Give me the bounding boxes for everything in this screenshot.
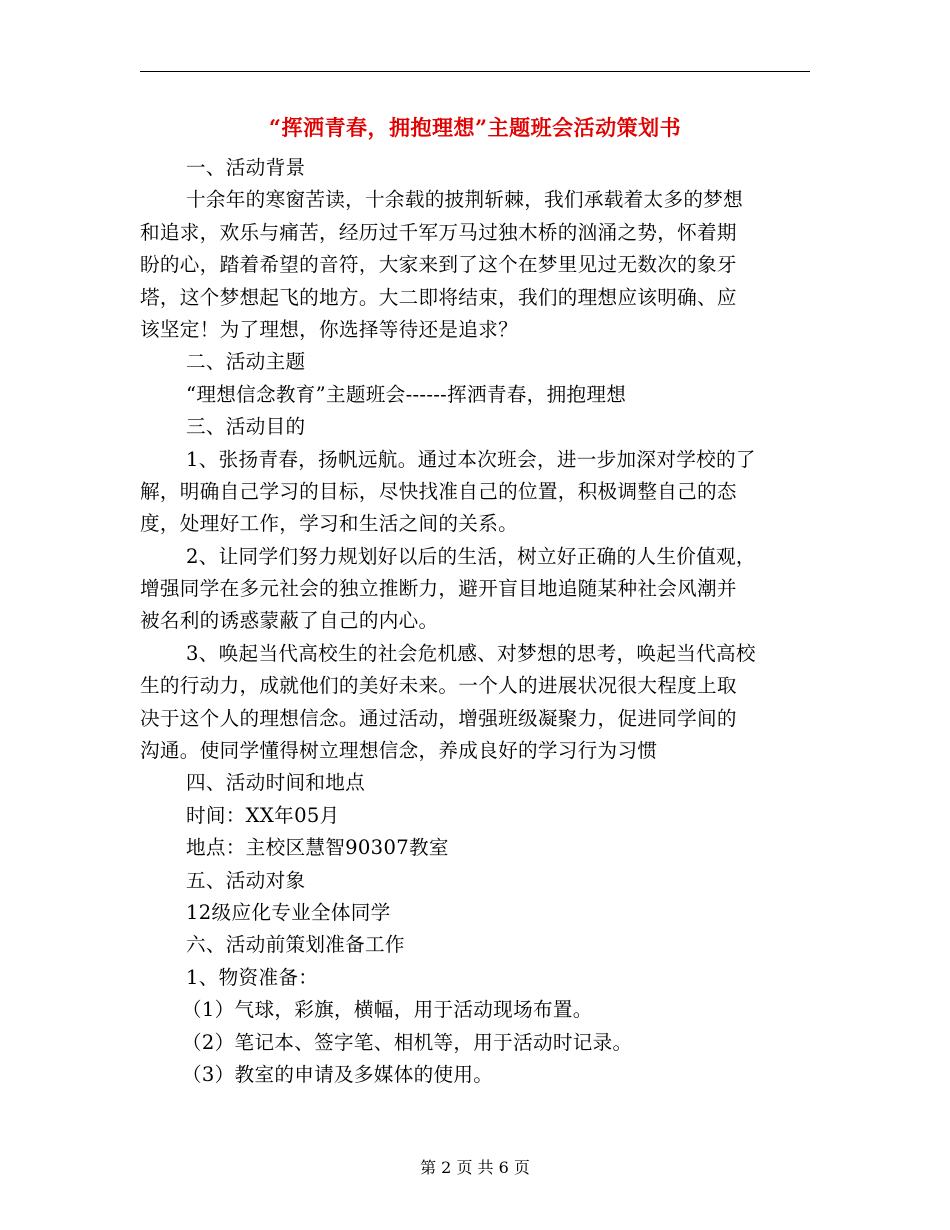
text-line: 盼的心，踏着希望的音符，大家来到了这个在梦里见过无数次的象牙	[140, 253, 737, 277]
text-line: （1）气球，彩旗，横幅，用于活动现场布置。	[182, 998, 593, 1022]
text-line: 和追求，欢乐与痛苦，经历过千军万马过独木桥的汹涌之势，怀着期	[140, 220, 737, 244]
text-line: 度，处理好工作，学习和生活之间的关系。	[140, 512, 518, 536]
text-line: （3）教室的申请及多媒体的使用。	[182, 1062, 494, 1086]
text-line: 沟通。使同学懂得树立理想信念，养成良好的学习行为习惯	[140, 739, 658, 763]
text-line: 时间：XX年05月	[186, 803, 340, 827]
text-line: 2、让同学们努力规划好以后的生活，树立好正确的人生价值观，	[186, 544, 756, 568]
text-line: 该坚定！为了理想，你选择等待还是追求？	[140, 317, 518, 341]
text-line: （2）笔记本、签字笔、相机等，用于活动时记录。	[182, 1030, 633, 1054]
text-line: 四、活动时间和地点	[186, 771, 366, 795]
text-line: 1、张扬青春，扬帆远航。通过本次班会，进一步加深对学校的了	[186, 447, 756, 471]
text-line: 二、活动主题	[186, 350, 306, 374]
text-line: 地点：主校区慧智90307教室	[186, 836, 449, 860]
text-line: 三、活动目的	[186, 415, 306, 439]
text-line: 塔，这个梦想起飞的地方。大二即将结束，我们的理想应该明确、应	[140, 285, 737, 309]
text-line: 解，明确自己学习的目标，尽快找准自己的位置，积极调整自己的态	[140, 479, 737, 503]
text-line: 一、活动背景	[186, 156, 306, 179]
text-line: 十余年的寒窗苦读，十余载的披荆斩棘，我们承载着太多的梦想	[186, 188, 744, 212]
page-footer: 第 2 页 共 6 页	[420, 1158, 530, 1177]
document-title: “挥洒青春，拥抱理想”主题班会活动策划书	[268, 115, 682, 140]
text-line: 六、活动前策划准备工作	[186, 933, 405, 957]
text-line: 12级应化专业全体同学	[186, 900, 391, 924]
text-line: 被名利的诱惑蒙蔽了自己的内心。	[140, 609, 439, 633]
text-line: “理想信念教育”主题班会------挥洒青春，拥抱理想	[186, 382, 627, 406]
text-line: 决于这个人的理想信念。通过活动，增强班级凝聚力，促进同学间的	[140, 706, 737, 730]
text-line: 3、唤起当代高校生的社会危机感、对梦想的思考，唤起当代高校	[186, 641, 756, 665]
text-line: 五、活动对象	[186, 868, 306, 892]
text-line: 1、物资准备：	[186, 965, 319, 989]
text-line: 生的行动力，成就他们的美好未来。一个人的进展状况很大程度上取	[140, 674, 737, 698]
text-line: 增强同学在多元社会的独立推断力，避开盲目地追随某种社会风潮并	[140, 577, 737, 601]
document-body	[140, 152, 810, 1091]
header-rule	[140, 71, 810, 72]
